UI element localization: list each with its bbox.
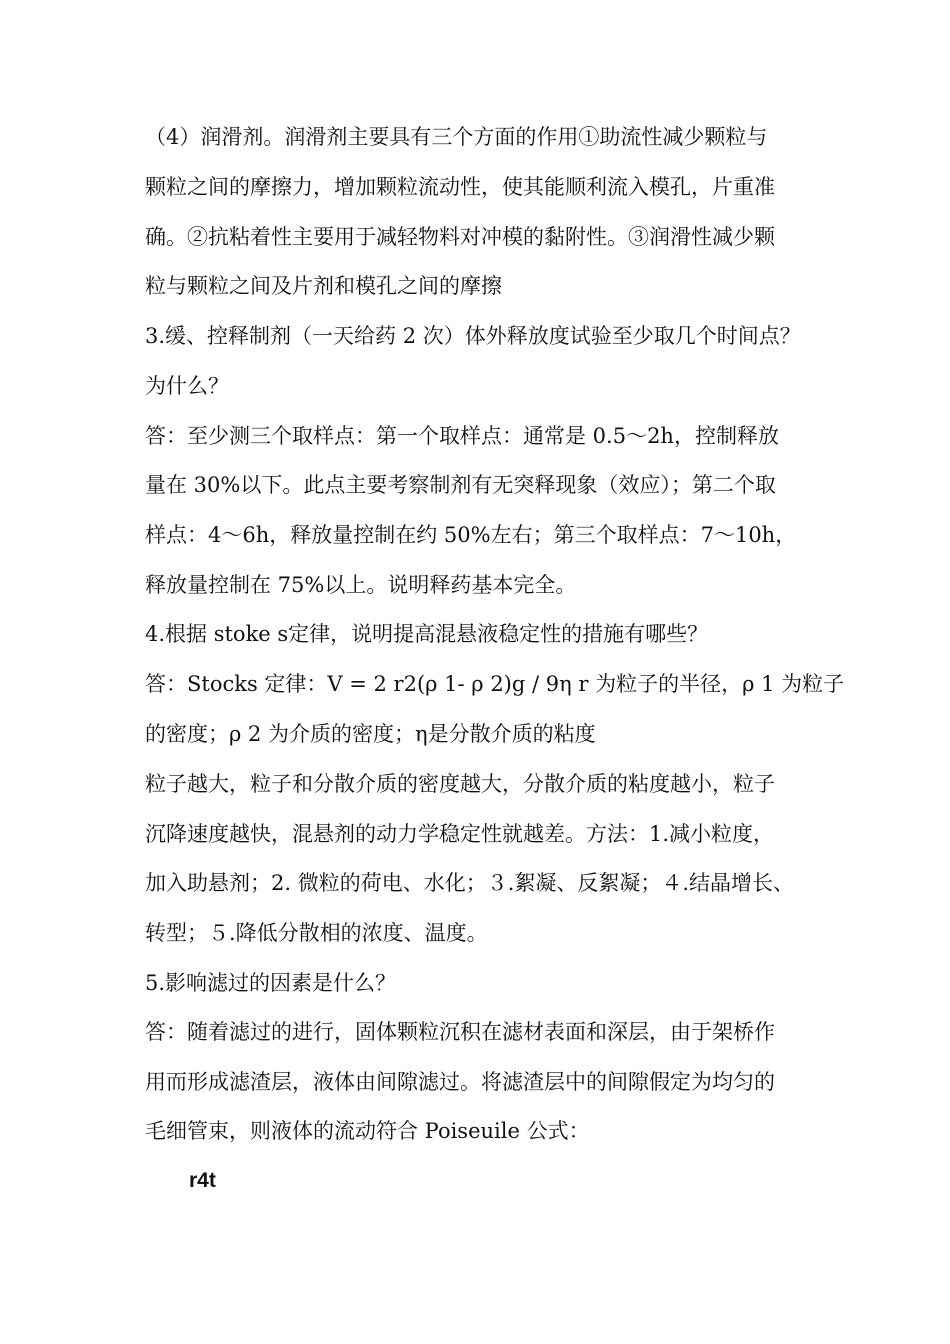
paragraph-line: 加入助悬剂；2. 微粒的荷电、水化；３.絮凝、反絮凝；４.结晶增长、	[145, 871, 795, 895]
paragraph-line: （4）润滑剂。润滑剂主要具有三个方面的作用①助流性减少颗粒与	[145, 125, 768, 149]
answer-line: 样点：4～6h，释放量控制在约 50%左右；第三个取样点：7～10h，	[145, 523, 797, 547]
answer-line: 用而形成滤渣层，液体由间隙滤过。将滤渣层中的间隙假定为均匀的	[145, 1070, 775, 1094]
answer-line: 答：随着滤过的进行，固体颗粒沉积在滤材表面和深层，由于架桥作	[145, 1020, 775, 1044]
question-heading: 3.缓、控释制剂（一天给药 2 次）体外释放度试验至少取几个时间点？	[145, 324, 801, 348]
paragraph-line: 沉降速度越快，混悬剂的动力学稳定性就越差。方法：1.减小粒度，	[145, 822, 775, 846]
paragraph-line: 粒与颗粒之间及片剂和模孔之间的摩擦	[145, 274, 502, 298]
formula-fragment: r4t	[189, 1169, 216, 1192]
answer-line: 答：至少测三个取样点：第一个取样点：通常是 0.5～2h，控制释放	[145, 424, 779, 448]
answer-line: 答：Stocks 定律：V = 2 r2(ρ 1- ρ 2)g / 9η r 为粒子的半径，ρ 1 为粒子	[145, 672, 845, 696]
question-heading: 5.影响滤过的因素是什么？	[145, 971, 397, 995]
paragraph-line: 转型；５.降低分散相的浓度、温度。	[145, 921, 488, 945]
answer-line: 毛细管束，则液体的流动符合 Poiseuile 公式：	[145, 1119, 590, 1143]
paragraph-line: 颗粒之间的摩擦力，增加颗粒流动性，使其能顺利流入模孔，片重准	[145, 175, 775, 199]
paragraph-line: 确。②抗粘着性主要用于减轻物料对冲模的黏附性。③润滑性减少颗	[145, 225, 775, 249]
answer-line: 量在 30%以下。此点主要考察制剂有无突释现象（效应）；第二个取	[145, 473, 776, 497]
answer-line: 的密度；ρ 2 为介质的密度；η是分散介质的粘度	[145, 722, 596, 746]
paragraph-line: 粒子越大，粒子和分散介质的密度越大，分散介质的粘度越小，粒子	[145, 772, 775, 796]
answer-line: 释放量控制在 75%以上。说明释药基本完全。	[145, 573, 577, 597]
paragraph-line: 为什么？	[145, 374, 229, 398]
question-heading: 4.根据 stoke s定律，说明提高混悬液稳定性的措施有哪些？	[145, 622, 709, 646]
